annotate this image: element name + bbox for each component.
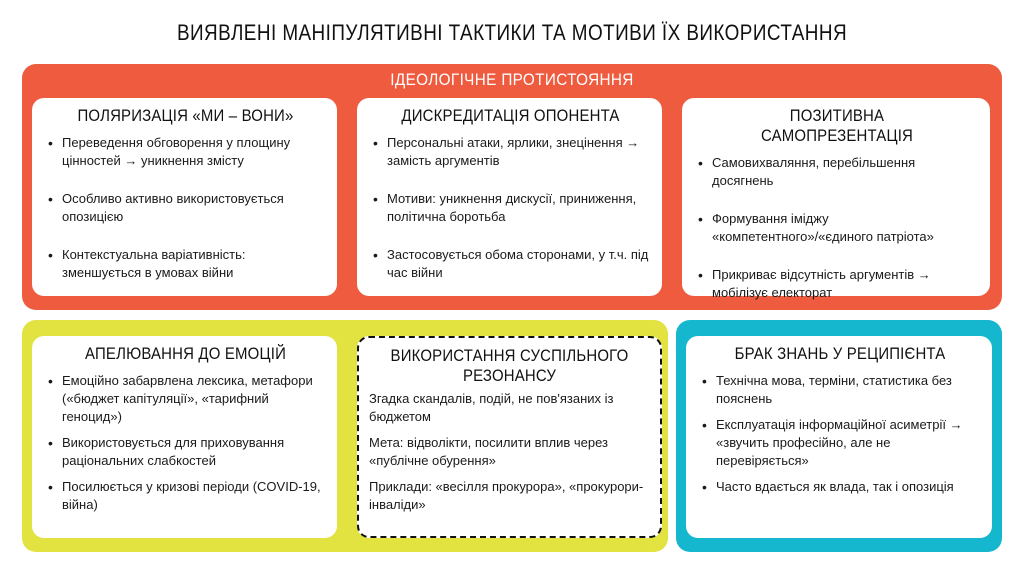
page-title: ВИЯВЛЕНІ МАНІПУЛЯТИВНІ ТАКТИКИ ТА МОТИВИ ЇХ ВИКОРИСТАННЯ [176,20,848,45]
card-title-emotional-appeal: АПЕЛЮВАННЯ ДО ЕМОЦІЙ [85,344,286,363]
list-item: • Мотиви: уникнення дискусії, приниження, політична боротьба [371,190,650,226]
bullet-list-knowledge-gap [700,372,980,496]
card-title-self-presentation: ПОЗИТИВНА САМОПРЕЗЕНТАЦІЯ [760,106,914,145]
list-item: • Контекстуальна варіативність: зменшується в умовах війни [46,246,325,282]
card-self-presentation [682,98,990,300]
card-title-public-resonance: ВИКОРИСТАННЯ СУСПІЛЬНОГО РЕЗОНАНСУ [390,346,629,385]
group-label-ideological: ІДЕОЛОГІЧНЕ ПРОТИСТОЯННЯ [390,70,634,89]
knowledge-gap-group [676,320,1002,552]
card-emotional-appeal [32,336,337,538]
paragraph-resonance-examples: Приклади: «весілля прокурора», «прокурори-інваліди» [369,479,644,512]
card-title-knowledge-gap: БРАК ЗНАНЬ У РЕЦИПІЄНТА [734,344,946,363]
bullet-list-polarization [46,134,325,282]
card-title-discreditation: ДИСКРЕДИТАЦІЯ ОПОНЕНТА [401,106,620,125]
list-item: • Особливо активно використовується опозицією [46,190,325,226]
card-title-polarization: ПОЛЯРИЗАЦІЯ «МИ – ВОНИ» [77,106,294,125]
card-public-resonance [357,336,662,538]
list-item: • Часто вдається як влада, так і опозиція [700,478,980,496]
list-item: • Застосовується обома сторонами, у т.ч. під час війни [371,246,650,282]
list-item: • Персональні атаки, ярлики, знецінення → замість аргументів [371,134,650,170]
ideological-confrontation-group [22,64,1002,310]
list-item: • Формування іміджу «компетентного»/«єдиного патріота» [696,210,978,246]
paragraph-resonance-mention: Згадка скандалів, подій, не пов'язаних із бюджетом [369,391,614,424]
card-polarization [32,98,337,296]
emotional-group [22,320,668,552]
paragraph-resonance-goal: Мета: відволікти, посилити вплив через «публічне обурення» [369,435,609,468]
list-item: • Технічна мова, терміни, статистика без пояснень [700,372,980,408]
bullet-list-self-presentation [696,154,978,302]
list-item: • Емоційно забарвлена лексика, метафори («бюджет капітуляції», «тарифний геноцид») [46,372,325,426]
bullet-list-discreditation [371,134,650,282]
card-discreditation [357,98,662,296]
list-item: • Посилюється у кризові періоди (COVID-19, війна) [46,478,325,514]
list-item: • Прикриває відсутність аргументів → мобілізує електорат [696,266,978,302]
list-item: • Використовується для приховування раціональних слабкостей [46,434,325,470]
card-knowledge-gap [686,336,992,538]
list-item: • Самовихваляння, перебільшення досягнень [696,154,978,190]
list-item: • Експлуатація інформаційної асиметрії → «звучить професійно, але не перевіряється» [700,416,980,470]
list-item: • Переведення обговорення у площину цінностей → уникнення змісту [46,134,325,170]
bullet-list-emotional-appeal [46,372,325,514]
